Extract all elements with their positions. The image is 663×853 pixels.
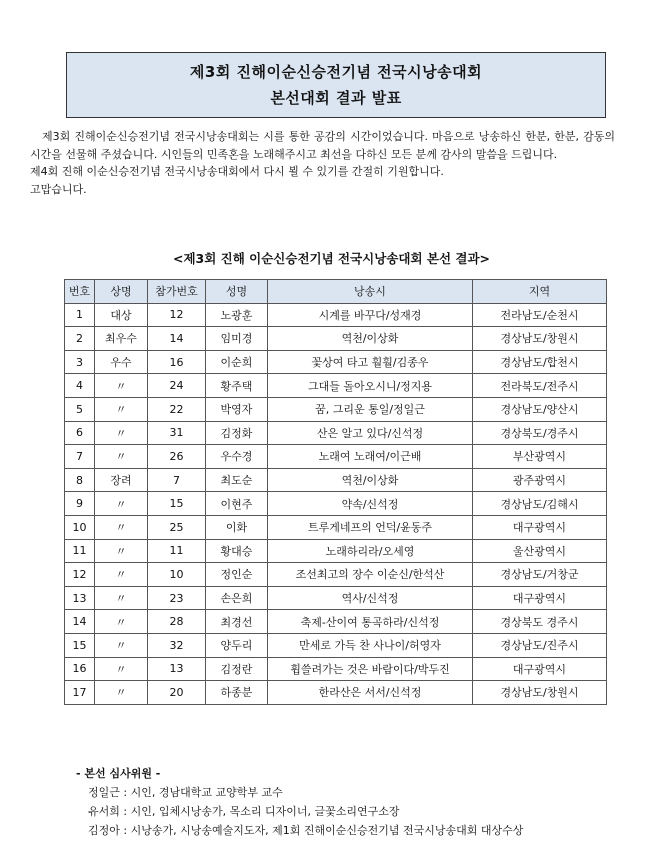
- header-region: 지역: [473, 280, 607, 304]
- cell-award: 우수: [95, 350, 148, 374]
- cell-poem: 한라산은 서서/신석정: [268, 681, 473, 705]
- cell-region: 경상남도/거창군: [473, 563, 607, 587]
- cell-award: 〃: [95, 539, 148, 563]
- cell-name: 임미경: [206, 327, 268, 351]
- cell-award: 〃: [95, 633, 148, 657]
- table-title: <제3회 진해 이순신승전기념 전국시낭송대회 본선 결과>: [172, 251, 491, 266]
- cell-award: 〃: [95, 492, 148, 516]
- intro-paragraph-1: 제3회 진해이순신승전기념 전국시낭송대회는 시를 통한 공감의 시간이었습니다. 마음으로 낭송하신 한분, 한분, 감동의 시간을 선물해 주셨습니다. 시인들의 민족혼을 노래해주시고 최선을 다하신 모든 분께 감사의 말씀을 드립니다.: [30, 130, 615, 161]
- cell-region: 경상남도/창원시: [473, 327, 607, 351]
- cell-award: 장려: [95, 468, 148, 492]
- judges-section: [76, 764, 636, 840]
- cell-region: 울산광역시: [473, 539, 607, 563]
- table-row: [65, 681, 607, 705]
- cell-number: 2: [65, 327, 95, 351]
- cell-name: 황대승: [206, 539, 268, 563]
- judges-heading: - 본선 심사위원 -: [76, 767, 161, 780]
- table-row: [65, 539, 607, 563]
- cell-entry-number: 15: [148, 492, 206, 516]
- cell-number: 8: [65, 468, 95, 492]
- table-header-row: [65, 280, 607, 304]
- cell-poem: 트루게네프의 언덕/윤동주: [268, 515, 473, 539]
- cell-name: 하종분: [206, 681, 268, 705]
- cell-entry-number: 16: [148, 350, 206, 374]
- cell-name: 최경선: [206, 610, 268, 634]
- title-box: [66, 52, 606, 118]
- cell-number: 13: [65, 586, 95, 610]
- results-table: [64, 279, 607, 705]
- cell-entry-number: 23: [148, 586, 206, 610]
- cell-number: 4: [65, 374, 95, 398]
- cell-number: 15: [65, 633, 95, 657]
- cell-name: 노광훈: [206, 303, 268, 327]
- cell-poem: 역사/신석정: [268, 586, 473, 610]
- cell-poem: 꽃상여 타고 훨훨/김종우: [268, 350, 473, 374]
- cell-name: 박영자: [206, 397, 268, 421]
- cell-region: 대구광역시: [473, 657, 607, 681]
- judge-1: 정일근 : 시인, 경남대학교 교양학부 교수: [88, 786, 283, 799]
- cell-award: 〃: [95, 374, 148, 398]
- cell-entry-number: 14: [148, 327, 206, 351]
- cell-poem: 산은 알고 있다/신석정: [268, 421, 473, 445]
- cell-poem: 시계를 바꾸다/성재경: [268, 303, 473, 327]
- table-row: [65, 657, 607, 681]
- cell-region: 경상남도/창원시: [473, 681, 607, 705]
- cell-name: 정인순: [206, 563, 268, 587]
- cell-region: 경상남도/양산시: [473, 397, 607, 421]
- cell-name: 김정란: [206, 657, 268, 681]
- cell-award: 〃: [95, 586, 148, 610]
- cell-entry-number: 11: [148, 539, 206, 563]
- cell-name: 최도순: [206, 468, 268, 492]
- cell-entry-number: 31: [148, 421, 206, 445]
- cell-number: 9: [65, 492, 95, 516]
- cell-award: 〃: [95, 657, 148, 681]
- table-row: [65, 327, 607, 351]
- header-entry-number: 참가번호: [148, 280, 206, 304]
- intro-paragraph-2: 제4회 진해 이순신승전기념 전국시낭송대회에서 다시 뵐 수 있기를 간절히 기원합니다.: [30, 165, 444, 178]
- cell-entry-number: 28: [148, 610, 206, 634]
- table-row: [65, 303, 607, 327]
- cell-award: 〃: [95, 421, 148, 445]
- table-row: [65, 445, 607, 469]
- cell-name: 이화: [206, 515, 268, 539]
- cell-number: 11: [65, 539, 95, 563]
- header-name: 성명: [206, 280, 268, 304]
- cell-entry-number: 7: [148, 468, 206, 492]
- cell-region: 대구광역시: [473, 586, 607, 610]
- table-row: [65, 397, 607, 421]
- header-number: 번호: [65, 280, 95, 304]
- table-row: [65, 492, 607, 516]
- table-row: [65, 610, 607, 634]
- cell-entry-number: 20: [148, 681, 206, 705]
- cell-region: 대구광역시: [473, 515, 607, 539]
- cell-number: 1: [65, 303, 95, 327]
- cell-award: 〃: [95, 610, 148, 634]
- cell-name: 우수경: [206, 445, 268, 469]
- table-row: [65, 421, 607, 445]
- cell-poem: 역천/이상화: [268, 327, 473, 351]
- cell-name: 황주택: [206, 374, 268, 398]
- cell-region: 경상남도/김해시: [473, 492, 607, 516]
- title-line-2: 본선대회 결과 발표: [270, 89, 402, 107]
- cell-poem: 노래하리라/오세영: [268, 539, 473, 563]
- table-row: [65, 586, 607, 610]
- cell-number: 6: [65, 421, 95, 445]
- cell-number: 3: [65, 350, 95, 374]
- cell-region: 경상남도/합천시: [473, 350, 607, 374]
- cell-award: 〃: [95, 397, 148, 421]
- table-row: [65, 374, 607, 398]
- header-award: 상명: [95, 280, 148, 304]
- cell-poem: 약속/신석정: [268, 492, 473, 516]
- cell-poem: 역천/이상화: [268, 468, 473, 492]
- cell-entry-number: 26: [148, 445, 206, 469]
- cell-name: 손은희: [206, 586, 268, 610]
- cell-poem: 축제-산이여 통곡하라/신석정: [268, 610, 473, 634]
- table-row: [65, 468, 607, 492]
- cell-number: 10: [65, 515, 95, 539]
- cell-region: 경상북도 경주시: [473, 610, 607, 634]
- cell-name: 김정화: [206, 421, 268, 445]
- cell-number: 7: [65, 445, 95, 469]
- cell-number: 16: [65, 657, 95, 681]
- cell-award: 〃: [95, 681, 148, 705]
- title-line-1: 제3회 진해이순신승전기념 전국시낭송대회: [189, 63, 483, 81]
- cell-number: 14: [65, 610, 95, 634]
- cell-entry-number: 13: [148, 657, 206, 681]
- cell-poem: 조선최고의 장수 이순신/한석산: [268, 563, 473, 587]
- cell-entry-number: 32: [148, 633, 206, 657]
- cell-region: 전라북도/전주시: [473, 374, 607, 398]
- cell-entry-number: 10: [148, 563, 206, 587]
- cell-award: 최우수: [95, 327, 148, 351]
- intro-text: [30, 128, 615, 198]
- cell-poem: 노래여 노래여/이근배: [268, 445, 473, 469]
- judge-3: 김정아 : 시낭송가, 시낭송예술지도자, 제1회 진해이순신승전기념 전국시낭송대회 대상수상: [88, 824, 524, 837]
- table-row: [65, 633, 607, 657]
- cell-entry-number: 12: [148, 303, 206, 327]
- table-row: [65, 515, 607, 539]
- cell-region: 광주광역시: [473, 468, 607, 492]
- cell-number: 17: [65, 681, 95, 705]
- judge-2: 유서희 : 시인, 입체시낭송가, 목소리 디자이너, 글꽃소리연구소장: [88, 805, 400, 818]
- cell-award: 대상: [95, 303, 148, 327]
- cell-award: 〃: [95, 445, 148, 469]
- cell-number: 5: [65, 397, 95, 421]
- cell-name: 이현주: [206, 492, 268, 516]
- table-row: [65, 350, 607, 374]
- cell-award: 〃: [95, 563, 148, 587]
- cell-poem: 그대들 돌아오시니/정지용: [268, 374, 473, 398]
- table-row: [65, 563, 607, 587]
- cell-poem: 휩쓸려가는 것은 바람이다/박두진: [268, 657, 473, 681]
- cell-number: 12: [65, 563, 95, 587]
- intro-paragraph-3: 고맙습니다.: [30, 182, 87, 196]
- cell-poem: 꿈, 그리운 통일/정일근: [268, 397, 473, 421]
- cell-award: 〃: [95, 515, 148, 539]
- cell-region: 부산광역시: [473, 445, 607, 469]
- cell-region: 경상북도/경주시: [473, 421, 607, 445]
- cell-region: 전라남도/순천시: [473, 303, 607, 327]
- cell-name: 이순희: [206, 350, 268, 374]
- cell-region: 경상남도/진주시: [473, 633, 607, 657]
- header-poem: 낭송시: [268, 280, 473, 304]
- cell-entry-number: 24: [148, 374, 206, 398]
- cell-poem: 만세로 가득 찬 사나이/허영자: [268, 633, 473, 657]
- cell-entry-number: 25: [148, 515, 206, 539]
- cell-entry-number: 22: [148, 397, 206, 421]
- cell-name: 양두리: [206, 633, 268, 657]
